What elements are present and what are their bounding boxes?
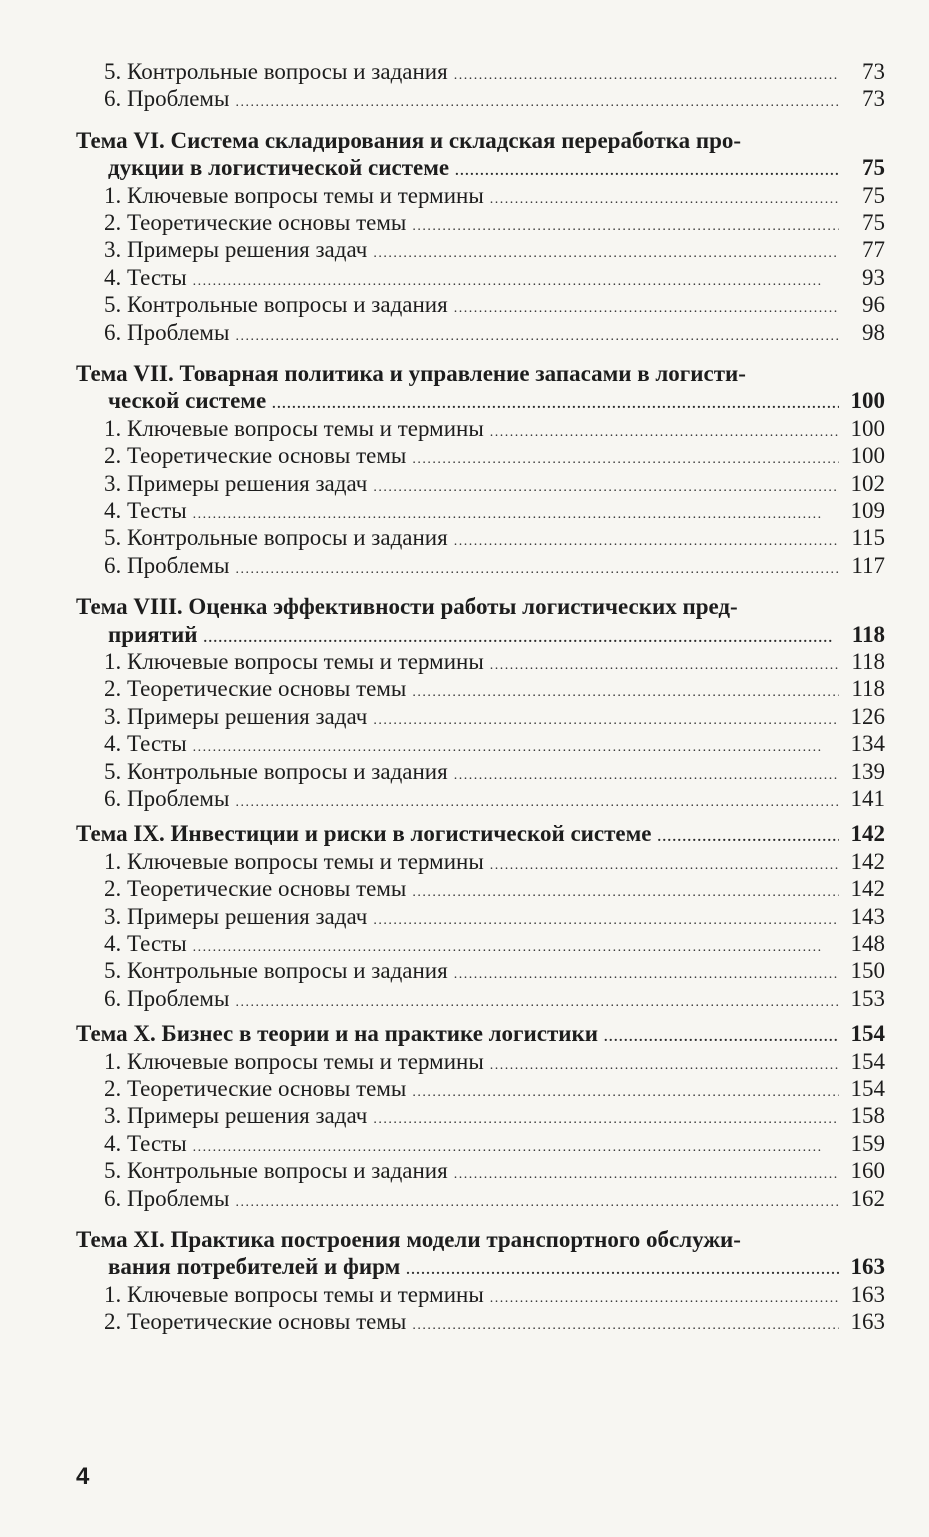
toc-entry-title: Тема IX. Инвестиции и риски в логистической системе xyxy=(76,821,652,847)
toc-entry xyxy=(104,1075,885,1103)
toc-entry-page: 153 xyxy=(850,985,885,1011)
toc-entry xyxy=(104,182,885,210)
toc-entry xyxy=(104,1102,885,1130)
dot-leader xyxy=(235,1185,839,1217)
toc-entry xyxy=(104,85,885,113)
toc-entry-page: 117 xyxy=(851,552,885,578)
toc-entry xyxy=(104,875,885,903)
toc-entry xyxy=(104,1157,885,1185)
toc-entry-title: 5. Контрольные вопросы и задания xyxy=(104,758,448,784)
toc-entry xyxy=(104,930,885,958)
toc-entry-page: 160 xyxy=(850,1158,885,1184)
toc-entry xyxy=(104,957,885,985)
toc-entry-page: 100 xyxy=(850,415,885,441)
toc-entry xyxy=(104,264,885,292)
toc-entry-title: 4. Тесты xyxy=(104,931,187,956)
toc-entry-page: 118 xyxy=(851,621,885,647)
toc-entry-title: 2. Теоретические основы темы xyxy=(104,443,407,469)
toc-entry-title: 5. Контрольные вопросы и задания xyxy=(104,958,448,984)
dot-leader xyxy=(235,552,839,584)
toc-entry-page: 163 xyxy=(850,1254,885,1280)
toc-entry-page: 154 xyxy=(850,1021,885,1047)
dot-leader xyxy=(235,785,839,817)
toc-entry-title: 4. Тесты xyxy=(104,731,187,757)
toc-entry-page: 75 xyxy=(862,210,885,235)
toc-entry-title: 3. Примеры решения задач xyxy=(104,237,368,263)
toc-entry-title: 6. Проблемы xyxy=(104,985,230,1011)
toc-entry-page: 109 xyxy=(850,498,885,523)
toc-entry-page: 98 xyxy=(862,319,885,345)
toc-entry-title: 5. Контрольные вопросы и задания xyxy=(104,525,448,551)
toc-entry-title: 6. Проблемы xyxy=(104,786,230,811)
toc-entry-page: 93 xyxy=(862,264,885,290)
toc-entry-page: 158 xyxy=(850,1103,885,1129)
toc-entry-title: 5. Контрольные вопросы и задания xyxy=(104,1158,448,1184)
toc-entry-title: 1. Ключевые вопросы темы и термины xyxy=(104,182,484,208)
toc-entry-title: 2. Теоретические основы темы xyxy=(104,1076,407,1101)
toc-entry xyxy=(104,758,885,786)
toc-topic-entry xyxy=(76,1020,885,1048)
toc-entry xyxy=(104,497,885,525)
toc-entry xyxy=(104,442,885,470)
page-number: 4 xyxy=(76,1463,90,1490)
toc-entry-title: 6. Проблемы xyxy=(104,552,230,578)
toc-entry-title: ческой системе xyxy=(108,388,267,414)
dot-leader xyxy=(235,85,839,117)
toc-topic-entry xyxy=(76,820,885,848)
dot-leader xyxy=(235,319,839,351)
toc-entry-title: 5. Контрольные вопросы и задания xyxy=(104,292,448,318)
toc-entry-page: 102 xyxy=(850,470,885,496)
toc-entry-title: 2. Теоретические основы темы xyxy=(104,676,407,702)
toc-entry-title: 4. Тесты xyxy=(104,264,187,290)
toc-entry-page: 100 xyxy=(850,443,885,469)
toc-entry xyxy=(104,415,885,443)
toc-entry-page: 159 xyxy=(850,1130,885,1156)
toc-entry-title: 2. Теоретические основы темы xyxy=(104,210,407,235)
toc-entry xyxy=(104,1281,885,1309)
dot-leader xyxy=(412,1308,839,1340)
toc-entry-title: 1. Ключевые вопросы темы и термины xyxy=(104,649,484,674)
toc-entry-page: 142 xyxy=(850,876,885,902)
toc-entry-page: 142 xyxy=(850,848,885,874)
toc-entry xyxy=(104,552,885,580)
toc-entry xyxy=(104,903,885,931)
toc-entry xyxy=(104,524,885,552)
toc-entry-page: 126 xyxy=(850,703,885,729)
toc-entry-title: 3. Примеры решения задач xyxy=(104,903,368,929)
toc-entry-page: 73 xyxy=(862,86,885,112)
toc-entry xyxy=(104,985,885,1013)
toc-entry-page: 118 xyxy=(851,676,885,702)
toc-entry-page: 75 xyxy=(862,155,885,181)
toc-entry xyxy=(104,1185,885,1213)
toc-entry-page: 118 xyxy=(851,649,885,674)
toc-entry xyxy=(104,470,885,498)
toc-entry-title: 3. Примеры решения задач xyxy=(104,703,368,729)
toc-entry-title: дукции в логистической системе xyxy=(108,155,450,181)
dot-leader xyxy=(235,985,839,1017)
toc-topic-title-line: Тема XI. Практика построения модели транспортного обслужи- xyxy=(76,1227,741,1252)
toc-entry-title: 1. Ключевые вопросы темы и термины xyxy=(104,848,484,874)
toc-entry xyxy=(104,291,885,319)
toc-entry xyxy=(104,648,885,676)
toc-entry-page: 134 xyxy=(850,731,885,757)
toc-entry-title: 6. Проблемы xyxy=(104,1185,230,1211)
toc-entry-title: 5. Контрольные вопросы и задания xyxy=(104,59,448,84)
toc-entry-title: вания потребителей и фирм xyxy=(108,1254,401,1280)
toc-entry xyxy=(104,848,885,876)
toc-entry-title: 6. Проблемы xyxy=(104,86,230,112)
toc-entry xyxy=(104,1308,885,1336)
toc-entry-page: 75 xyxy=(862,182,885,208)
toc-entry-page: 142 xyxy=(850,821,885,847)
toc-entry-title: 2. Теоретические основы темы xyxy=(104,876,407,902)
toc-entry-title: Тема X. Бизнес в теории и на практике логистики xyxy=(76,1021,599,1047)
toc-entry xyxy=(104,675,885,703)
toc-topic-entry xyxy=(108,621,885,649)
toc-entry-page: 154 xyxy=(850,1076,885,1101)
toc-entry-page: 150 xyxy=(850,958,885,984)
toc-entry-title: 1. Ключевые вопросы темы и термины xyxy=(104,1048,484,1074)
toc-entry-title: 6. Проблемы xyxy=(104,319,230,345)
toc-entry xyxy=(104,785,885,813)
toc-entry xyxy=(104,703,885,731)
toc-entry-page: 148 xyxy=(850,931,885,956)
toc-topic-title-line: Тема VIII. Оценка эффективности работы логистических пред- xyxy=(76,594,738,620)
toc-topic-entry xyxy=(108,154,885,182)
toc-entry-title: 4. Тесты xyxy=(104,498,187,523)
toc-entry xyxy=(104,730,885,758)
toc-entry-title: 4. Тесты xyxy=(104,1130,187,1156)
toc-entry xyxy=(104,319,885,347)
toc-topic-title-line: Тема VI. Система складирования и складская переработка про- xyxy=(76,127,742,153)
toc-entry-page: 143 xyxy=(850,903,885,929)
toc-entry-page: 96 xyxy=(862,292,885,318)
toc-entry-page: 141 xyxy=(850,786,885,811)
toc-entry-title: приятий xyxy=(108,621,198,647)
toc-entry xyxy=(104,236,885,264)
toc-entry-page: 154 xyxy=(850,1048,885,1074)
toc-entry-title: 1. Ключевые вопросы темы и термины xyxy=(104,1281,484,1307)
toc-entry-page: 73 xyxy=(862,59,885,84)
toc-entry-title: 3. Примеры решения задач xyxy=(104,470,368,496)
toc-entry-page: 139 xyxy=(850,758,885,784)
toc-entry xyxy=(104,1130,885,1158)
toc-entry xyxy=(104,58,885,86)
toc-topic-entry xyxy=(108,387,885,415)
toc-entry xyxy=(104,209,885,237)
toc-entry-page: 115 xyxy=(851,525,885,551)
toc-entry-page: 163 xyxy=(850,1281,885,1307)
toc-entry-title: 3. Примеры решения задач xyxy=(104,1103,368,1129)
toc-entry-page: 77 xyxy=(862,237,885,263)
toc-entry xyxy=(104,1048,885,1076)
toc-entry-page: 100 xyxy=(850,388,885,414)
toc-topic-title-line: Тема VII. Товарная политика и управление запасами в логисти- xyxy=(76,361,746,386)
toc-entry-title: 1. Ключевые вопросы темы и термины xyxy=(104,415,484,441)
toc-entry-page: 162 xyxy=(850,1185,885,1211)
toc-topic-entry xyxy=(108,1253,885,1281)
toc-entry-page: 163 xyxy=(850,1309,885,1335)
toc-entry-title: 2. Теоретические основы темы xyxy=(104,1309,407,1335)
